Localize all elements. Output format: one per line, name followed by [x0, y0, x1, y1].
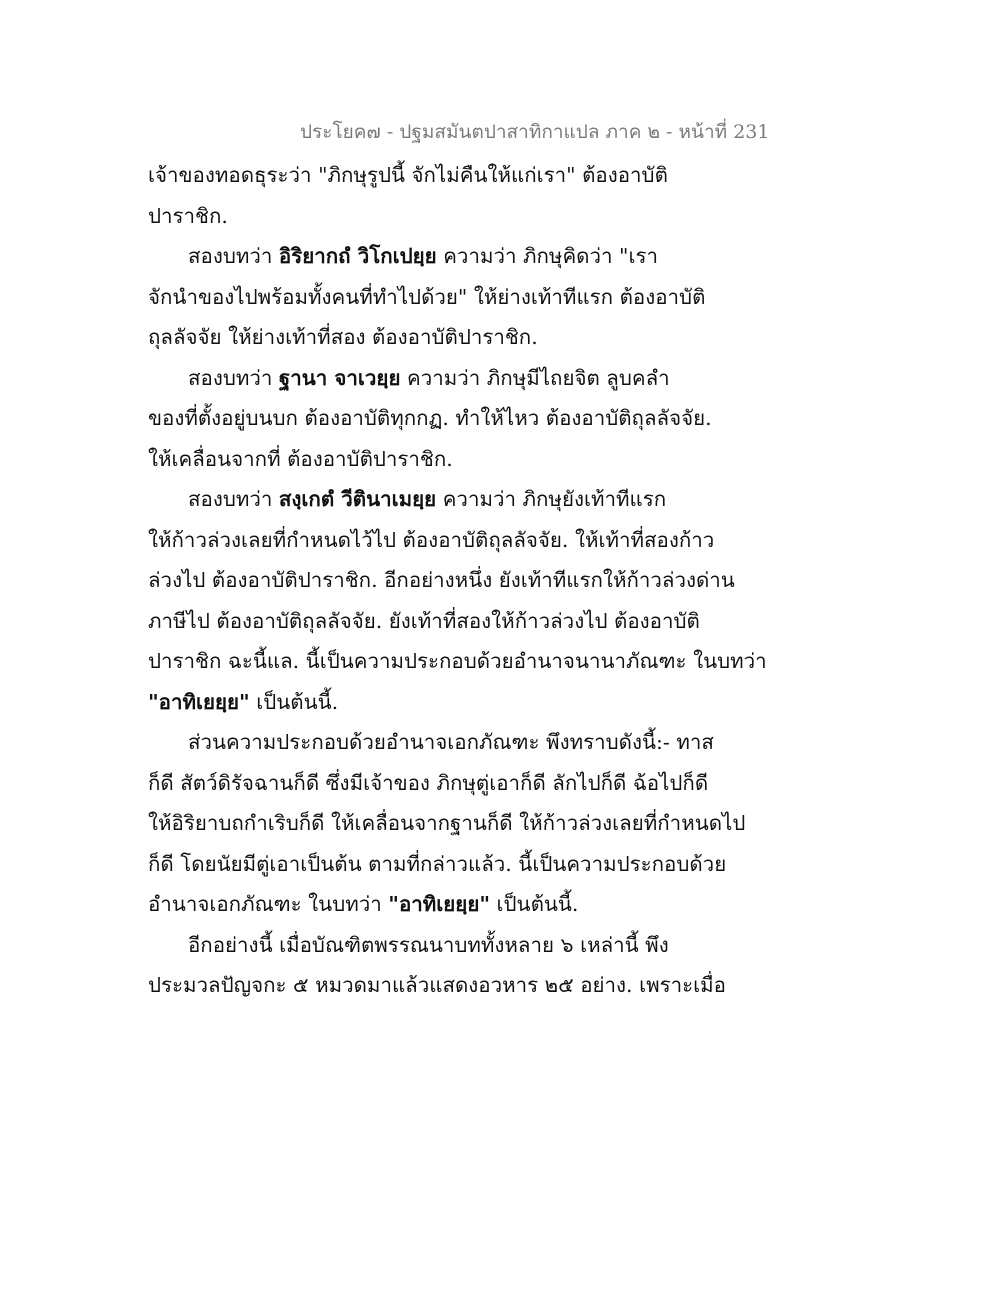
text-segment: ก็ดี โดยนัยมีตู่เอาเป็นต้น ตามที่กล่าวแล้ว. นี้เป็นความประกอบด้วย — [148, 851, 727, 876]
text-line — [148, 925, 728, 966]
text-segment: สองบทว่า — [188, 244, 279, 268]
text-segment: ให้อิริยาบถกำเริบก็ดี ให้เคลื่อนจากฐานก็ดี ให้ก้าวล่วงเลยที่กำหนดไป — [148, 811, 746, 835]
text-segment: เป็นต้นนี้. — [249, 689, 339, 714]
text-segment: เป็นต้นนี้. — [490, 892, 579, 916]
text-segment: ความว่า ภิกษุคิดว่า "เรา — [436, 244, 658, 268]
text-segment: สองบทว่า — [188, 487, 279, 511]
text-line — [148, 439, 728, 480]
text-segment: ความว่า ภิกษุมีไถยจิต ลูบคลำ — [400, 365, 670, 390]
text-segment: อำนาจเอกภัณฑะ ในบทว่า — [148, 892, 389, 916]
text-line — [148, 155, 728, 196]
text-segment: ก็ดี สัตว์ดิรัจฉานก็ดี ซึ่งมีเจ้าของ ภิกษุตู่เอาก็ดี ลักไปก็ดี ฉ้อไปก็ดี — [148, 770, 709, 795]
text-line — [148, 803, 746, 844]
bold-term: "อาทิเยยฺย" — [148, 689, 250, 714]
text-line — [148, 763, 728, 804]
text-line — [148, 641, 767, 682]
text-line — [148, 844, 728, 885]
text-line — [148, 317, 728, 358]
text-line — [148, 601, 728, 642]
text-segment: ให้ก้าวล่วงเลยที่กำหนดไว้ไป ต้องอาบัติถุลลัจจัย. ให้เท้าที่สองก้าว — [148, 527, 715, 552]
text-line — [148, 965, 728, 1006]
text-line — [148, 884, 728, 925]
text-segment: ภาษีไป ต้องอาบัติถุลลัจจัย. ยังเท้าที่สองให้ก้าวล่วงไป ต้องอาบัติ — [148, 608, 700, 633]
text-line — [148, 358, 728, 399]
bold-term: ฐานา จาเวยฺย — [278, 365, 401, 390]
text-line — [148, 560, 735, 601]
text-segment: ล่วงไป ต้องอาบัติปาราชิก. อีกอย่างหนึ่ง ยังเท้าทีแรกให้ก้าวล่วงด่าน — [148, 568, 735, 592]
text-segment: ของที่ตั้งอยู่บนบก ต้องอาบัติทุกกฏ. ทำให้ไหว ต้องอาบัติถุลลัจจัย. — [148, 406, 712, 430]
text-segment: ส่วนความประกอบด้วยอำนาจเอกภัณฑะ พึงทราบดังนี้:- ทาส — [188, 730, 714, 754]
text-line — [148, 520, 728, 561]
text-line — [148, 398, 728, 439]
text-segment: สองบทว่า — [188, 365, 279, 390]
bold-term: อิริยากถํ วิโกเปยฺย — [278, 244, 437, 268]
bold-term: "อาทิเยยฺย" — [388, 892, 491, 916]
text-segment: ปาราชิก. — [148, 203, 228, 228]
text-line — [148, 479, 728, 520]
text-line — [148, 682, 728, 723]
page-header: ประโยค๗ - ปฐมสมันตปาสาทิกาแปล ภาค ๒ - หน้าที่ 231 — [300, 121, 770, 143]
text-line — [148, 277, 728, 318]
text-segment: ถุลลัจจัย ให้ย่างเท้าที่สอง ต้องอาบัติปาราชิก. — [148, 325, 538, 349]
text-line — [148, 196, 728, 237]
text-segment: ความว่า ภิกษุยังเท้าทีแรก — [436, 487, 667, 511]
text-segment: ประมวลปัญจกะ ๕ หมวดมาแล้วแสดงอวหาร ๒๕ อย่าง. เพราะเมื่อ — [148, 973, 726, 997]
text-segment: จักนำของไปพร้อมทั้งคนที่ทำไปด้วย" ให้ย่างเท้าทีแรก ต้องอาบัติ — [148, 284, 706, 309]
body-text — [148, 155, 767, 1006]
text-segment: ให้เคลื่อนจากที่ ต้องอาบัติปาราชิก. — [148, 446, 453, 471]
text-line — [148, 722, 728, 763]
bold-term: สงฺเกตํ วีตินาเมยฺย — [278, 487, 437, 511]
text-line — [148, 236, 728, 277]
text-segment: ปาราชิก ฉะนี้แล. นี้เป็นความประกอบด้วยอำนาจนานาภัณฑะ ในบทว่า — [148, 649, 767, 673]
text-segment: อีกอย่างนี้ เมื่อบัณฑิตพรรณนาบททั้งหลาย ๖ เหล่านี้ พึง — [188, 932, 669, 957]
text-segment: เจ้าของทอดธุระว่า "ภิกษุรูปนี้ จักไม่คืนให้แก่เรา" ต้องอาบัติ — [148, 163, 668, 187]
